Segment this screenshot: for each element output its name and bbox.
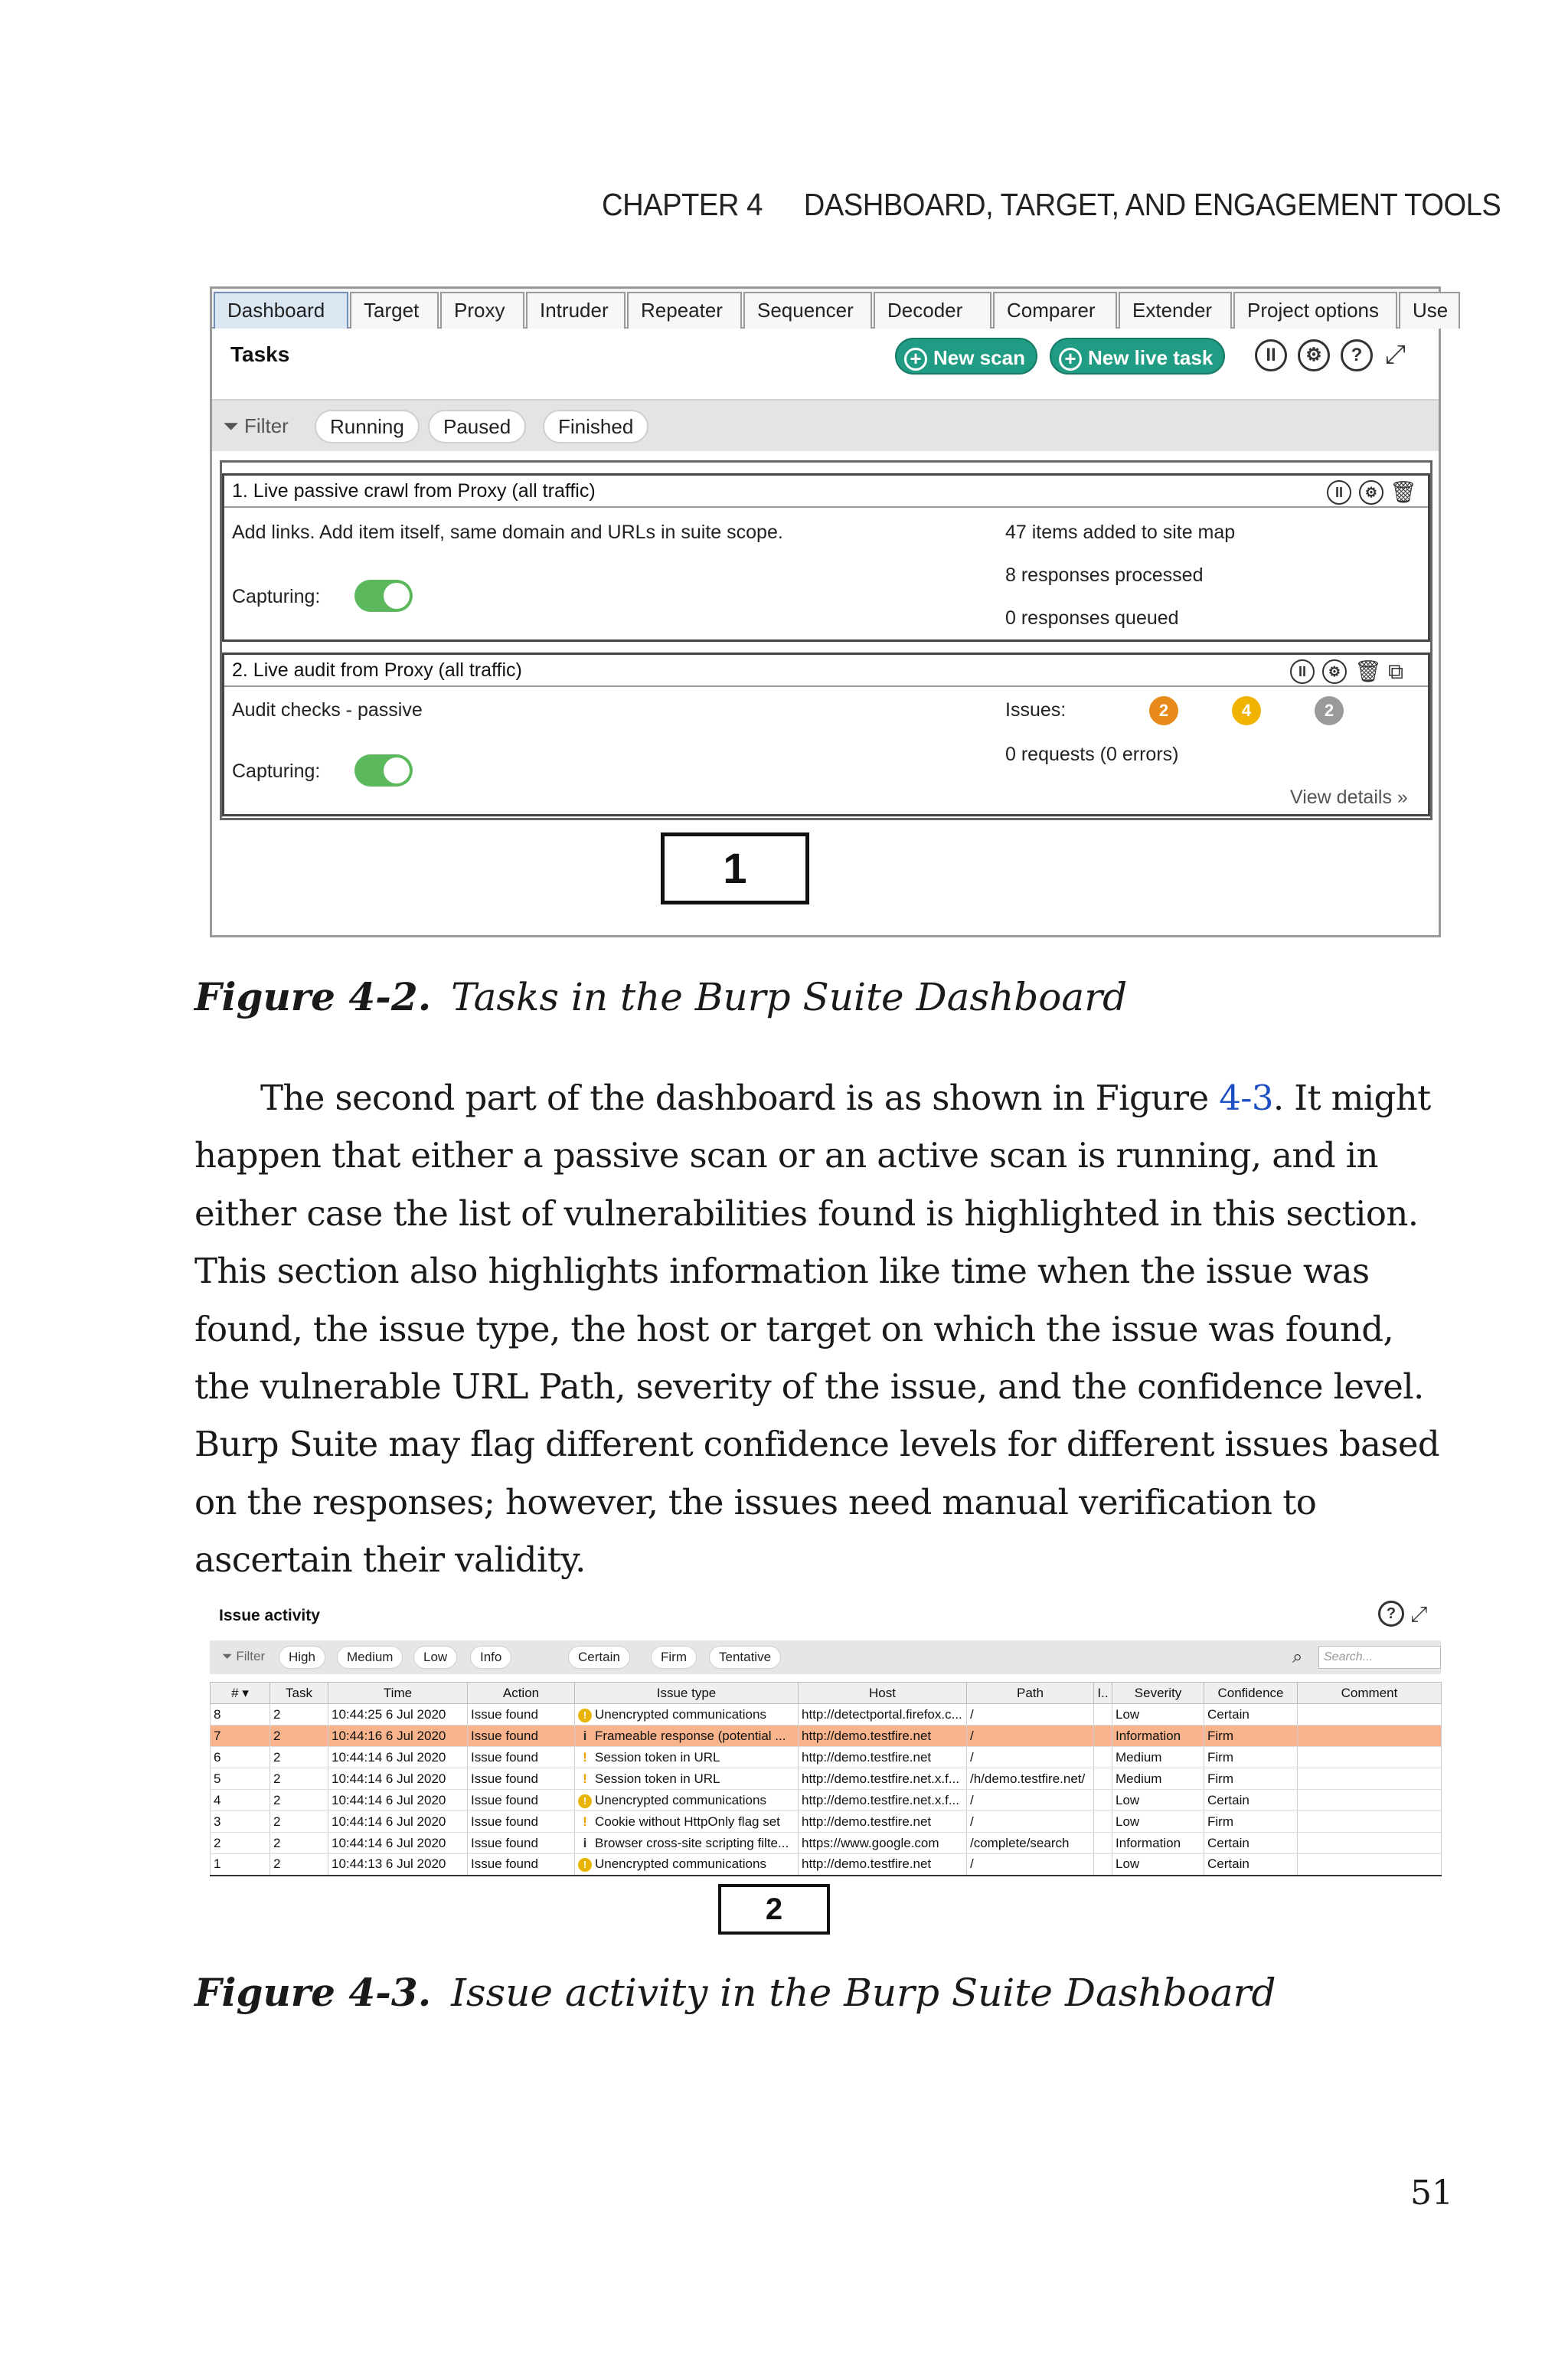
cell-path: / xyxy=(967,1747,1094,1768)
warning-icon: ! xyxy=(583,1814,587,1829)
cell-insertion-point xyxy=(1094,1704,1112,1725)
task-card-passive-crawl[interactable] xyxy=(222,473,1430,642)
cell-confidence: Firm xyxy=(1204,1811,1298,1833)
col-header-host[interactable]: Host xyxy=(799,1683,967,1704)
body-paragraph: The second part of the dashboard is as shown in Figure 4-3. It might happen that either a passive scan or an active scan is running, and in either case the list of vulnerabilities found is highlighted in this section. This section also highlights information like time when the issue was found, the issue type, the host or target on which the issue was found, the vulnerable URL Path, severity of the issue, and the confidence level. Burp Suite may flag different confidence levels for different issues based on the responses; however, the issues need manual verification to ascertain their validity. xyxy=(194,1078,1440,1581)
warning-icon: ! xyxy=(583,1749,587,1765)
plus-icon: + xyxy=(1059,348,1082,371)
col-header-comment[interactable]: Comment xyxy=(1298,1683,1442,1704)
cell-path: / xyxy=(967,1811,1094,1833)
cell-insertion-point xyxy=(1094,1768,1112,1790)
filter-high[interactable]: High xyxy=(279,1646,325,1669)
capturing-toggle[interactable] xyxy=(354,754,413,787)
pause-icon[interactable]: II xyxy=(1327,480,1351,505)
capturing-label: Capturing: xyxy=(232,761,321,782)
cell-action: Issue found xyxy=(468,1747,575,1768)
issues-label: Issues: xyxy=(1005,699,1067,721)
issues-medium-badge[interactable]: 4 xyxy=(1232,696,1261,725)
col-header-severity[interactable]: Severity xyxy=(1112,1683,1204,1704)
task-description: Add links. Add item itself, same domain and URLs in suite scope. xyxy=(232,522,783,543)
cell-task: 2 xyxy=(270,1768,328,1790)
trash-icon[interactable]: 🗑 xyxy=(1354,659,1382,683)
cell-severity: Medium xyxy=(1112,1747,1204,1768)
chapter-label: CHAPTER 4 xyxy=(602,187,763,222)
expand-icon[interactable]: ⤢ xyxy=(1385,340,1406,369)
tab-target[interactable]: Target xyxy=(350,292,439,329)
cell-severity: Information xyxy=(1112,1833,1204,1854)
cell-task: 2 xyxy=(270,1725,328,1747)
table-row[interactable] xyxy=(211,1768,1442,1790)
filter-medium[interactable]: Medium xyxy=(337,1646,403,1669)
cell-comment xyxy=(1298,1725,1442,1747)
cell-insertion-point xyxy=(1094,1747,1112,1768)
help-icon[interactable]: ? xyxy=(1341,339,1373,371)
col-header-task[interactable]: Task xyxy=(270,1683,328,1704)
col-header-path[interactable]: Path xyxy=(967,1683,1094,1704)
running-head xyxy=(602,187,1501,225)
cell-number: 4 xyxy=(211,1790,270,1811)
open-external-icon[interactable]: ⧉ xyxy=(1388,659,1403,683)
cell-confidence: Firm xyxy=(1204,1747,1298,1768)
filter-info[interactable]: Info xyxy=(470,1646,511,1669)
warning-icon: ! xyxy=(578,1858,592,1872)
cell-comment xyxy=(1298,1704,1442,1725)
cell-action: Issue found xyxy=(468,1811,575,1833)
issues-high-badge[interactable]: 2 xyxy=(1149,696,1178,725)
requests-count: 0 requests (0 errors) xyxy=(1005,744,1179,765)
cell-time: 10:44:14 6 Jul 2020 xyxy=(328,1747,468,1768)
cell-confidence: Certain xyxy=(1204,1833,1298,1854)
cell-insertion-point xyxy=(1094,1725,1112,1747)
cell-host: http://demo.testfire.net xyxy=(799,1725,967,1747)
filter-firm[interactable]: Firm xyxy=(651,1646,697,1669)
table-row[interactable] xyxy=(211,1790,1442,1811)
col-header-issue-type[interactable]: Issue type xyxy=(575,1683,799,1704)
figure-issue-activity-screenshot xyxy=(210,1593,1441,1926)
col-header-number[interactable]: # ▾ xyxy=(211,1683,270,1704)
cell-number: 2 xyxy=(211,1833,270,1854)
filter-paused[interactable]: Paused xyxy=(428,410,526,443)
help-icon[interactable]: ? xyxy=(1378,1601,1404,1627)
cell-issue-type: ! Unencrypted communications xyxy=(575,1854,799,1876)
callout-marker-2: 2 xyxy=(718,1884,830,1935)
cell-host: http://demo.testfire.net xyxy=(799,1811,967,1833)
stat-responses-processed: 8 responses processed xyxy=(1005,564,1204,586)
cell-number: 3 xyxy=(211,1811,270,1833)
tab-proxy[interactable]: Proxy xyxy=(440,292,524,329)
funnel-icon: ⏷ xyxy=(222,1649,233,1663)
figure-caption-4-2: Figure 4-2. Tasks in the Burp Suite Dashboard xyxy=(194,974,1128,1019)
task-filter-bar xyxy=(212,399,1439,451)
col-header-action[interactable]: Action xyxy=(468,1683,575,1704)
col-header-time[interactable]: Time xyxy=(328,1683,468,1704)
cell-number: 1 xyxy=(211,1854,270,1876)
issue-activity-title: Issue activity xyxy=(219,1607,320,1624)
cell-issue-type: ! Session token in URL xyxy=(575,1747,799,1768)
funnel-icon: ⏷ xyxy=(223,414,239,437)
cell-task: 2 xyxy=(270,1811,328,1833)
table-row[interactable] xyxy=(211,1747,1442,1768)
cell-insertion-point xyxy=(1094,1811,1112,1833)
cell-time: 10:44:14 6 Jul 2020 xyxy=(328,1811,468,1833)
filter-running[interactable]: Running xyxy=(315,410,420,443)
task-card-live-audit[interactable] xyxy=(222,653,1430,816)
figure-reference-link[interactable]: 4-3 xyxy=(1219,1078,1273,1118)
expand-icon[interactable]: ⤢ xyxy=(1410,1602,1428,1626)
cell-path: /complete/search xyxy=(967,1833,1094,1854)
info-icon: i xyxy=(583,1728,587,1743)
cell-host: http://demo.testfire.net xyxy=(799,1854,967,1876)
tasks-title: Tasks xyxy=(230,342,290,366)
cell-issue-type: ! Session token in URL xyxy=(575,1768,799,1790)
double-chevron-right-icon: » xyxy=(1396,787,1408,808)
cell-number: 7 xyxy=(211,1725,270,1747)
pause-icon[interactable]: II xyxy=(1255,339,1287,371)
cell-time: 10:44:25 6 Jul 2020 xyxy=(328,1704,468,1725)
cell-insertion-point xyxy=(1094,1854,1112,1876)
warning-icon: ! xyxy=(578,1794,592,1808)
warning-icon: ! xyxy=(578,1709,592,1722)
cell-path: / xyxy=(967,1725,1094,1747)
cell-action: Issue found xyxy=(468,1768,575,1790)
gear-icon[interactable]: ⚙ xyxy=(1298,339,1330,371)
cell-time: 10:44:13 6 Jul 2020 xyxy=(328,1854,468,1876)
cell-host: http://detectportal.firefox.c... xyxy=(799,1704,967,1725)
cell-comment xyxy=(1298,1833,1442,1854)
col-header-confidence[interactable]: Confidence xyxy=(1204,1683,1298,1704)
cell-severity: Medium xyxy=(1112,1768,1204,1790)
tab-dashboard[interactable]: Dashboard xyxy=(214,292,348,329)
tab-repeater[interactable]: Repeater xyxy=(627,292,742,329)
search-icon: ⌕ xyxy=(1292,1647,1303,1667)
table-row[interactable] xyxy=(211,1811,1442,1833)
stat-responses-queued: 0 responses queued xyxy=(1005,607,1179,629)
cell-host: https://www.google.com xyxy=(799,1833,967,1854)
cell-comment xyxy=(1298,1747,1442,1768)
figure-caption-4-3: Figure 4-3. Issue activity in the Burp Suite Dashboard xyxy=(194,1970,1276,2015)
chapter-title: DASHBOARD, TARGET, AND ENGAGEMENT TOOLS xyxy=(803,187,1501,222)
gear-icon[interactable]: ⚙ xyxy=(1359,480,1383,505)
filter-certain[interactable]: Certain xyxy=(568,1646,630,1669)
cell-severity: Low xyxy=(1112,1790,1204,1811)
issue-table xyxy=(210,1682,1442,1876)
task-title: 2. Live audit from Proxy (all traffic) xyxy=(232,659,522,681)
task-title: 1. Live passive crawl from Proxy (all traffic) xyxy=(232,480,596,502)
cell-action: Issue found xyxy=(468,1725,575,1747)
stat-items-added: 47 items added to site map xyxy=(1005,522,1236,543)
task-description: Audit checks - passive xyxy=(232,699,423,721)
tasks-header xyxy=(212,330,1439,378)
cell-confidence: Certain xyxy=(1204,1854,1298,1876)
cell-task: 2 xyxy=(270,1747,328,1768)
warning-icon: ! xyxy=(583,1771,587,1786)
pause-icon[interactable]: II xyxy=(1290,659,1315,684)
new-scan-button[interactable]: + New scan xyxy=(895,338,1037,375)
cell-issue-type: ! Unencrypted communications xyxy=(575,1790,799,1811)
cell-insertion-point xyxy=(1094,1833,1112,1854)
info-icon: i xyxy=(583,1835,587,1850)
cell-number: 6 xyxy=(211,1747,270,1768)
cell-time: 10:44:14 6 Jul 2020 xyxy=(328,1768,468,1790)
tab-bar xyxy=(212,289,1449,329)
tab-user-options[interactable]: Use xyxy=(1399,292,1460,329)
cell-issue-type: i Browser cross-site scripting filte... xyxy=(575,1833,799,1854)
tab-decoder[interactable]: Decoder xyxy=(874,292,991,329)
cell-host: http://demo.testfire.net.x.f... xyxy=(799,1768,967,1790)
cell-issue-type: ! Unencrypted communications xyxy=(575,1704,799,1725)
filter-label[interactable]: ⏷ Filter xyxy=(222,1649,266,1663)
tab-comparer[interactable]: Comparer xyxy=(993,292,1117,329)
table-header-row xyxy=(211,1683,1442,1704)
trash-icon[interactable]: 🗑 xyxy=(1390,480,1417,504)
cell-comment xyxy=(1298,1768,1442,1790)
filter-low[interactable]: Low xyxy=(413,1646,457,1669)
cell-task: 2 xyxy=(270,1854,328,1876)
cell-task: 2 xyxy=(270,1704,328,1725)
cell-issue-type: ! Cookie without HttpOnly flag set xyxy=(575,1811,799,1833)
cell-severity: Low xyxy=(1112,1704,1204,1725)
issues-low-badge[interactable]: 2 xyxy=(1315,696,1344,725)
cell-host: http://demo.testfire.net.x.f... xyxy=(799,1790,967,1811)
cell-time: 10:44:14 6 Jul 2020 xyxy=(328,1790,468,1811)
cell-number: 8 xyxy=(211,1704,270,1725)
tab-project-options[interactable]: Project options xyxy=(1233,292,1397,329)
view-details-link[interactable]: View details » xyxy=(1290,787,1408,808)
cell-host: http://demo.testfire.net xyxy=(799,1747,967,1768)
tab-extender[interactable]: Extender xyxy=(1119,292,1232,329)
issue-filter-bar xyxy=(210,1640,1441,1674)
cell-time: 10:44:14 6 Jul 2020 xyxy=(328,1833,468,1854)
table-row[interactable] xyxy=(211,1833,1442,1854)
tab-sequencer[interactable]: Sequencer xyxy=(743,292,872,329)
table-row[interactable] xyxy=(211,1704,1442,1725)
task-list xyxy=(220,460,1432,820)
filter-label[interactable]: ⏷ Filter xyxy=(223,414,289,437)
cell-action: Issue found xyxy=(468,1833,575,1854)
table-row[interactable] xyxy=(211,1854,1442,1876)
cell-confidence: Certain xyxy=(1204,1704,1298,1725)
cell-comment xyxy=(1298,1854,1442,1876)
figure-tasks-screenshot xyxy=(210,286,1449,937)
cell-confidence: Firm xyxy=(1204,1768,1298,1790)
capturing-label: Capturing: xyxy=(232,586,321,607)
table-row[interactable] xyxy=(211,1725,1442,1747)
cell-action: Issue found xyxy=(468,1854,575,1876)
cell-comment xyxy=(1298,1811,1442,1833)
capturing-toggle[interactable] xyxy=(354,580,413,612)
filter-tentative[interactable]: Tentative xyxy=(709,1646,781,1669)
filter-finished[interactable]: Finished xyxy=(543,410,648,443)
col-header-insertion-point[interactable]: I.. xyxy=(1094,1683,1112,1704)
callout-marker-1: 1 xyxy=(661,832,809,904)
plus-icon: + xyxy=(904,348,927,371)
cell-path: / xyxy=(967,1790,1094,1811)
cell-confidence: Firm xyxy=(1204,1725,1298,1747)
cell-severity: Information xyxy=(1112,1725,1204,1747)
cell-severity: Low xyxy=(1112,1854,1204,1876)
cell-path: / xyxy=(967,1854,1094,1876)
cell-insertion-point xyxy=(1094,1790,1112,1811)
search-input[interactable]: Search... xyxy=(1318,1646,1441,1669)
new-live-task-button[interactable]: + New live task xyxy=(1050,338,1225,375)
cell-action: Issue found xyxy=(468,1704,575,1725)
cell-action: Issue found xyxy=(468,1790,575,1811)
cell-path: /h/demo.testfire.net/ xyxy=(967,1768,1094,1790)
cell-severity: Low xyxy=(1112,1811,1204,1833)
cell-comment xyxy=(1298,1790,1442,1811)
cell-task: 2 xyxy=(270,1833,328,1854)
cell-time: 10:44:16 6 Jul 2020 xyxy=(328,1725,468,1747)
cell-path: / xyxy=(967,1704,1094,1725)
cell-number: 5 xyxy=(211,1768,270,1790)
tab-intruder[interactable]: Intruder xyxy=(526,292,626,329)
cell-task: 2 xyxy=(270,1790,328,1811)
cell-confidence: Certain xyxy=(1204,1790,1298,1811)
page-number: 51 xyxy=(1410,2174,1453,2213)
cell-issue-type: i Frameable response (potential ... xyxy=(575,1725,799,1747)
gear-icon[interactable]: ⚙ xyxy=(1322,659,1347,684)
